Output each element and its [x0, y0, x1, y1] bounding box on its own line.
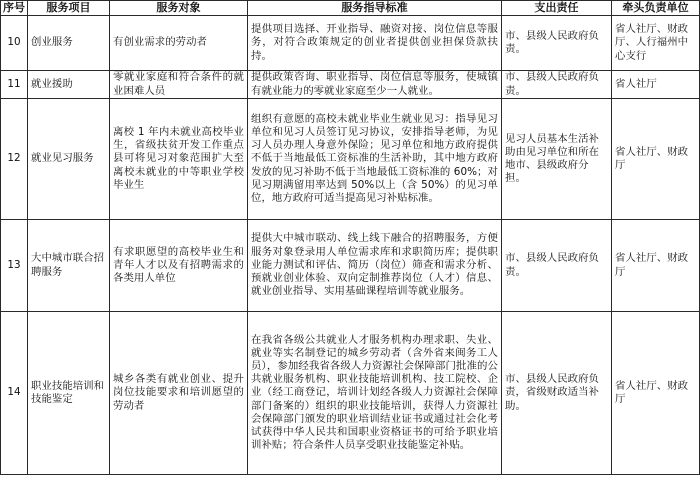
- header-standard: 服务指导标准: [248, 1, 502, 16]
- row-responsibility: 市、县级人民政府负责。: [502, 16, 612, 71]
- table-row: [1, 312, 700, 475]
- header-responsibility: 支出责任: [502, 1, 612, 16]
- row-unit: 省人社厅、财政厅: [612, 220, 700, 312]
- row-target: 零就业家庭和符合条件的就业困难人员: [110, 71, 248, 99]
- row-target: 离校 1 年内未就业高校毕业生，省级扶贫开发工作重点县可将见习对象范围扩大至离校未就业的中等职业学校毕业生: [110, 99, 248, 220]
- table-row: [1, 99, 700, 220]
- row-target: 有创业需求的劳动者: [110, 16, 248, 71]
- row-responsibility: 市、县级人民政府负责。: [502, 220, 612, 312]
- row-unit: 省人社厅、财政厅、人行福州中心支行: [612, 16, 700, 71]
- row-item: 就业援助: [28, 71, 110, 99]
- header-target: 服务对象: [110, 1, 248, 16]
- row-unit: 省人社厅、财政厅: [612, 99, 700, 220]
- header-unit: 牵头负责单位: [612, 1, 700, 16]
- row-unit: 省人社厅: [612, 71, 700, 99]
- row-no: 14: [1, 312, 28, 475]
- row-no: 12: [1, 99, 28, 220]
- row-responsibility: 市、县级人民政府负责。: [502, 71, 612, 99]
- row-standard: 提供大中城市联动、线上线下融合的招聘服务，方便服务对象登录用人单位需求库和求职简历库；提供职业能力测试和评估、简历（岗位）筛查和需求分析、预就业创业体验、双向定制推荐岗位（人才）信息、就业创业指导、实用基础课程培训等就业服务。: [248, 220, 502, 312]
- row-no: 10: [1, 16, 28, 71]
- header-item: 服务项目: [28, 1, 110, 16]
- row-responsibility: 市、县级人民政府负责，省级财政适当补助。: [502, 312, 612, 475]
- table-row: [1, 71, 700, 99]
- table-row: [1, 220, 700, 312]
- row-standard: 在我省各级公共就业人才服务机构办理求职、失业、就业等实名制登记的城乡劳动者（含外省来闽务工人员），参加经我省各级人力资源社会保障部门批准的公共就业服务机构、职业技能培训机构、技工院校、企业（经工商登记，培训计划经各级人力资源社会保障部门备案的）组织的职业技能培训，获得人力资源社会保障部门颁发的职业培训结业证书或通过社会化考试获得中华人民共和国职业资格证书的可给予职业培训补贴；符合条件人员享受职业技能鉴定补贴。: [248, 312, 502, 475]
- header-no: 序号: [1, 1, 28, 16]
- row-item: 职业技能培训和技能鉴定: [28, 312, 110, 475]
- row-no: 13: [1, 220, 28, 312]
- row-no: 11: [1, 71, 28, 99]
- row-item: 创业服务: [28, 16, 110, 71]
- row-standard: 组织有意愿的高校未就业毕业生就业见习：指导见习单位和见习人员签订见习协议，安排指导老师，为见习人员办理人身意外保险；见习单位和地方政府提供不低于当地最低工资标准的生活补助，其中地方政府发放的见习补助不低于当地最低工资标准的 60%；对见习期满留用率达到 50%以上（含 50%）的见习单位，地方政府可适当提高见习补贴标准。: [248, 99, 502, 220]
- row-target: 城乡各类有就业创业、提升岗位技能要求和培训愿望的劳动者: [110, 312, 248, 475]
- row-target: 有求职愿望的高校毕业生和青年人才以及有招聘需求的各类用人单位: [110, 220, 248, 312]
- row-unit: 省人社厅、财政厅: [612, 312, 700, 475]
- row-standard: 提供政策咨询、职业指导、岗位信息等服务，使城镇有就业能力的零就业家庭至少一人就业。: [248, 71, 502, 99]
- row-item: 就业见习服务: [28, 99, 110, 220]
- row-item: 大中城市联合招聘服务: [28, 220, 110, 312]
- table-row: [1, 16, 700, 71]
- table-header-row: [1, 1, 700, 16]
- row-responsibility: 见习人员基本生活补助由见习单位和所在地市、县级政府分担。: [502, 99, 612, 220]
- row-standard: 提供项目选择、开业指导、融资对接、岗位信息等服务，对符合政策规定的创业者提供创业担保贷款扶持。: [248, 16, 502, 71]
